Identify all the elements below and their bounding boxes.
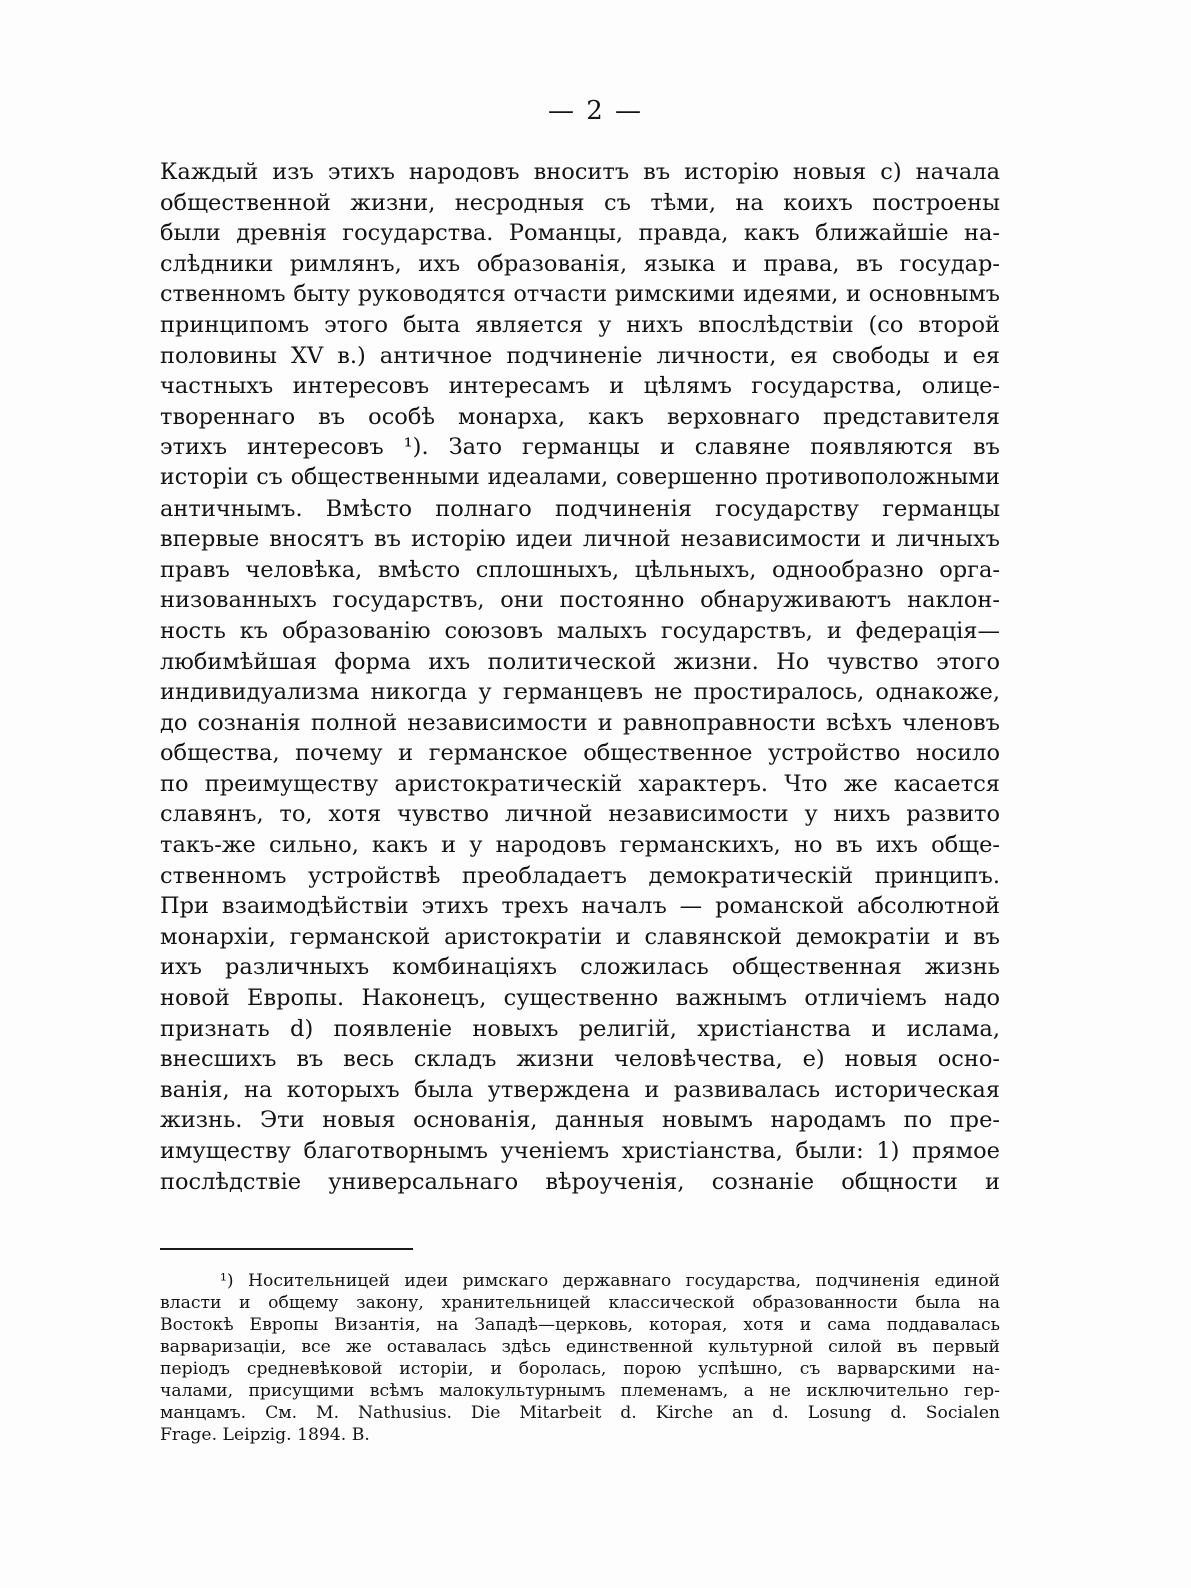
text-line: монархіи, германской аристократіи и славянской демократіи и въ bbox=[160, 923, 1000, 950]
footnote-line: Frage. Leipzig. 1894. B. bbox=[160, 1425, 370, 1445]
text-line: индивидуализма никогда у германцевъ не простиралось, однакоже, bbox=[160, 679, 1000, 706]
text-line: При взаимодѣйствіи этихъ трехъ началъ — романской абсолютной bbox=[160, 893, 1000, 920]
text-line: частныхъ интересовъ интересамъ и цѣлямъ государства, олице- bbox=[160, 373, 1000, 400]
text-line: низованныхъ государствъ, они постоянно обнаруживаютъ наклон- bbox=[160, 587, 1000, 614]
main-text-block bbox=[160, 157, 1000, 1197]
text-line: такъ-же сильно, какъ и у народовъ германскихъ, но въ ихъ обще- bbox=[160, 832, 1000, 859]
text-line: половины XV в.) античное подчиненіе личности, ея свободы и ея bbox=[160, 342, 1000, 369]
text-line: по преимуществу аристократическій характеръ. Что же касается bbox=[160, 770, 1000, 797]
text-line: были древнія государства. Романцы, правда, какъ ближайшіе на- bbox=[160, 220, 1000, 247]
footnote-line: манцамъ. См. M. Nathusius. Die Mitarbeit d. Kirche an d. Losung d. Socialen bbox=[160, 1403, 1000, 1423]
text-line: славянъ, то, хотя чувство личной независимости у нихъ развито bbox=[160, 801, 1000, 828]
text-line: ванія, на которыхъ была утверждена и развивалась историческая bbox=[160, 1076, 1000, 1103]
text-line: принципомъ этого быта является у нихъ впослѣдствіи (со второй bbox=[160, 311, 1000, 338]
footnote-line: Востокѣ Европы Византія, на Западѣ—церковь, которая, хотя и сама поддавалась bbox=[160, 1315, 1000, 1335]
footnote-divider bbox=[160, 1248, 413, 1250]
text-line: античнымъ. Вмѣсто полнаго подчиненія государству германцы bbox=[160, 495, 1000, 522]
text-line: общества, почему и германское общественное устройство носило bbox=[160, 740, 1000, 767]
text-line: Каждый изъ этихъ народовъ вноситъ въ исторію новыя c) начала bbox=[160, 159, 1000, 185]
text-line: до сознанія полной независимости и равноправности всѣхъ членовъ bbox=[160, 709, 1000, 736]
text-line: любимѣйшая форма ихъ политической жизни. Но чувство этого bbox=[160, 648, 1000, 675]
footnote-line: ¹) Носительницей идеи римскаго державнаго государства, подчиненія единой bbox=[220, 1271, 1000, 1291]
footnote-block bbox=[160, 1270, 1000, 1446]
footnote-line: варваризаціи, все же оставалась здѣсь единственной культурной силой въ первый bbox=[160, 1337, 1000, 1357]
text-line: слѣдники римлянъ, ихъ образованія, языка и права, въ государ- bbox=[160, 250, 1000, 277]
text-line: послѣдствіе универсальнаго вѣроученія, сознаніе общности и bbox=[160, 1168, 1000, 1195]
text-line: жизнь. Эти новыя основанія, данныя новымъ народамъ по пре- bbox=[160, 1107, 1000, 1134]
text-line: впервые вносятъ въ исторію идеи личной независимости и личныхъ bbox=[160, 526, 1000, 553]
text-line: внесшихъ въ весь складъ жизни человѣчества, e) новыя осно- bbox=[160, 1046, 1000, 1073]
text-line: исторіи съ общественными идеалами, совершенно противоположными bbox=[160, 464, 1000, 490]
text-line: ность къ образованію союзовъ малыхъ государствъ, и федерація— bbox=[160, 617, 1000, 644]
text-line: этихъ интересовъ ¹). Зато германцы и славяне появляются въ bbox=[160, 434, 1000, 461]
text-line: новой Европы. Наконецъ, существенно важнымъ отличіемъ надо bbox=[160, 985, 1000, 1012]
footnote-line: чалами, присущими всѣмъ малокультурнымъ племенамъ, а не исключительно гер- bbox=[160, 1381, 1000, 1401]
page-number: — 2 — bbox=[547, 96, 644, 126]
footnote-line: періодъ средневѣковой исторіи, и боролась, порою успѣшно, съ варварскими на- bbox=[160, 1359, 1000, 1379]
text-line: правъ человѣка, вмѣсто сплошныхъ, цѣльныхъ, однообразно орга- bbox=[160, 556, 1000, 583]
text-line: ственномъ быту руководятся отчасти римскими идеями, и основнымъ bbox=[160, 281, 1000, 308]
text-line: ихъ различныхъ комбинаціяхъ сложилась общественная жизнь bbox=[160, 954, 1000, 981]
text-line: признать d) появленіе новыхъ религій, христіанства и ислама, bbox=[160, 1015, 1000, 1042]
text-line: ственномъ устройствѣ преобладаетъ демократическій принципъ. bbox=[160, 862, 1000, 889]
text-line: общественной жизни, несродныя съ тѣми, на коихъ построены bbox=[160, 189, 1000, 216]
text-line: имуществу благотворнымъ ученіемъ христіанства, были: 1) прямое bbox=[160, 1138, 1000, 1164]
text-line: твореннаго въ особѣ монарха, какъ верховнаго представителя bbox=[160, 403, 1000, 430]
footnote-line: власти и общему закону, хранительницей классической образованности была на bbox=[160, 1293, 1000, 1313]
